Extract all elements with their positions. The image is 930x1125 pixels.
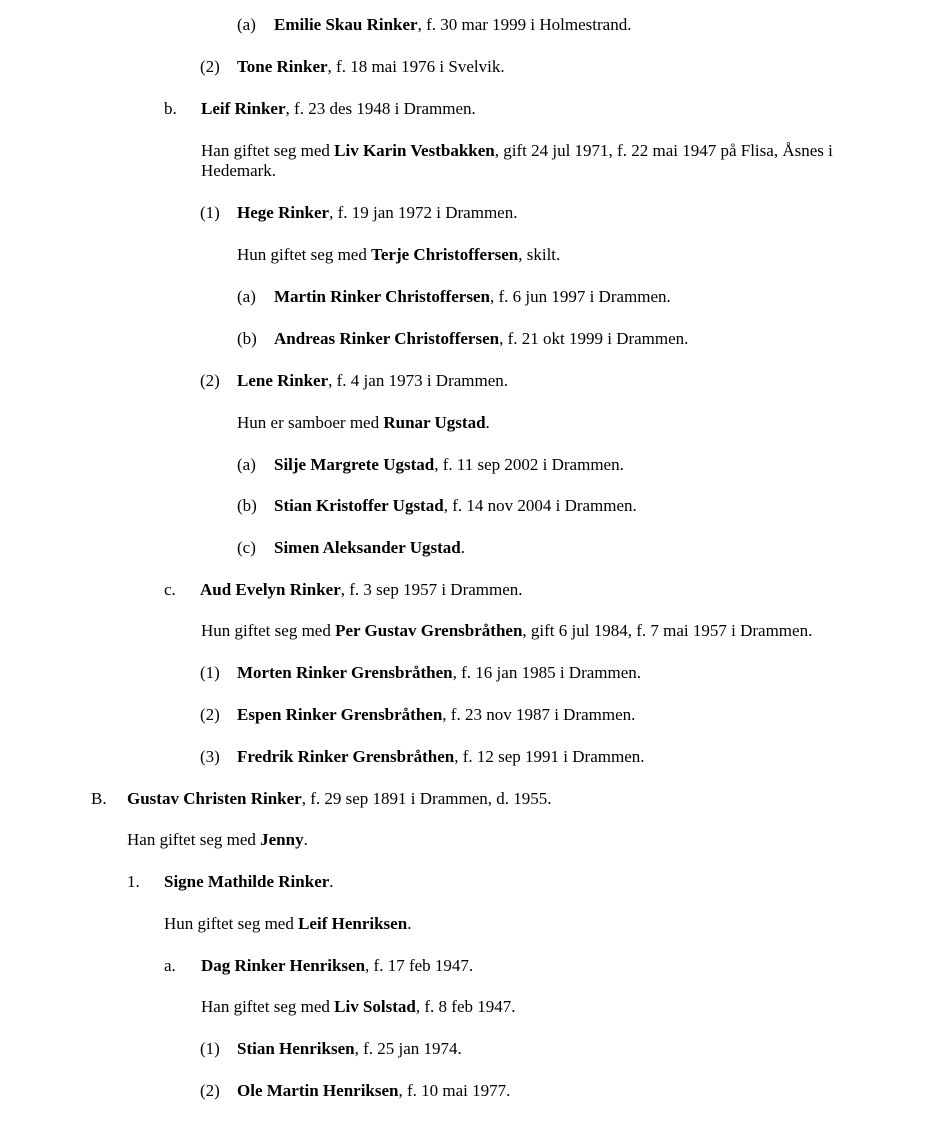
spouse-name: Liv Karin Vestbakken <box>334 141 495 160</box>
person-details: , f. 14 nov 2004 i Drammen. <box>443 496 637 515</box>
person-details: , f. 25 jan 1974. <box>354 1039 462 1058</box>
paragraph-text: Han giftet seg med <box>201 997 335 1016</box>
person-name: Stian Kristoffer Ugstad <box>274 496 444 515</box>
marriage-paragraph <box>201 141 891 181</box>
person-name: Dag Rinker Henriksen <box>201 956 366 975</box>
person-name: Emilie Skau Rinker <box>274 15 418 34</box>
item-label: (2) <box>200 57 220 76</box>
person-name: Hege Rinker <box>237 203 330 222</box>
item-label: c. <box>164 580 176 599</box>
person-details: , f. 29 sep 1891 i Drammen, d. 1955. <box>301 789 552 808</box>
person-details: , f. 23 nov 1987 i Drammen. <box>442 705 636 724</box>
paragraph-text: Hun er samboer med <box>237 413 384 432</box>
spouse-name: Terje Christoffersen <box>371 245 519 264</box>
paragraph-details: , gift 6 jul 1984, f. 7 mai 1957 i Drammen. <box>522 621 813 640</box>
paragraph-text: Hun giftet seg med <box>237 245 372 264</box>
paragraph-text: Han giftet seg med <box>127 830 261 849</box>
marriage-paragraph <box>237 245 560 265</box>
person-details: , f. 16 jan 1985 i Drammen. <box>452 663 642 682</box>
person-name: Stian Henriksen <box>237 1039 355 1058</box>
item-label: (2) <box>200 705 220 724</box>
person-name: Morten Rinker Grensbråthen <box>237 663 453 682</box>
person-name: Aud Evelyn Rinker <box>200 580 341 599</box>
person-details: , f. 17 feb 1947. <box>365 956 474 975</box>
person-name: Silje Margrete Ugstad <box>274 455 435 474</box>
item-label: (b) <box>237 496 257 515</box>
paragraph-details: , f. 8 feb 1947. <box>415 997 516 1016</box>
paragraph-text: Hun giftet seg med <box>164 914 299 933</box>
person-name: Signe Mathilde Rinker <box>164 872 330 891</box>
item-label: B. <box>91 789 107 808</box>
person-details: , f. 12 sep 1991 i Drammen. <box>454 747 645 766</box>
paragraph-details: . <box>485 413 490 432</box>
person-details: , f. 3 sep 1957 i Drammen. <box>340 580 523 599</box>
marriage-paragraph <box>201 997 516 1017</box>
person-name: Ole Martin Henriksen <box>237 1081 399 1100</box>
person-details: , f. 21 okt 1999 i Drammen. <box>499 329 689 348</box>
spouse-name: Jenny <box>260 830 304 849</box>
item-label: (1) <box>200 663 220 682</box>
partner-paragraph <box>237 413 490 433</box>
marriage-paragraph <box>127 830 308 850</box>
spouse-name: Liv Solstad <box>334 997 416 1016</box>
person-name: Fredrik Rinker Grensbråthen <box>237 747 455 766</box>
person-name: Lene Rinker <box>237 371 329 390</box>
spouse-name: Runar Ugstad <box>383 413 486 432</box>
person-name: Leif Rinker <box>201 99 286 118</box>
person-name: Gustav Christen Rinker <box>127 789 302 808</box>
item-label: (1) <box>200 203 220 222</box>
spouse-name: Per Gustav Grensbråthen <box>335 621 523 640</box>
paragraph-details: , gift 24 jul 1971, f. 22 mai 1947 på Flisa, Åsnes i Hedemark. <box>201 141 833 180</box>
person-details: , f. 30 mar 1999 i Holmestrand. <box>417 15 632 34</box>
marriage-paragraph <box>201 621 812 641</box>
item-label: (c) <box>237 538 256 557</box>
marriage-paragraph <box>164 914 411 934</box>
item-label: (b) <box>237 329 257 348</box>
item-label: a. <box>164 956 176 975</box>
item-label: (1) <box>200 1039 220 1058</box>
person-details: , f. 10 mai 1977. <box>398 1081 511 1100</box>
spouse-name: Leif Henriksen <box>298 914 408 933</box>
item-label: 1. <box>127 872 140 891</box>
person-details: . <box>329 872 334 891</box>
person-details: , f. 19 jan 1972 i Drammen. <box>329 203 518 222</box>
person-details: , f. 11 sep 2002 i Drammen. <box>434 455 624 474</box>
paragraph-details: . <box>407 914 412 933</box>
item-label: (2) <box>200 1081 220 1100</box>
paragraph-text: Han giftet seg med <box>201 141 335 160</box>
person-details: , f. 18 mai 1976 i Svelvik. <box>327 57 505 76</box>
person-name: Martin Rinker Christoffersen <box>274 287 490 306</box>
person-name: Andreas Rinker Christoffersen <box>274 329 500 348</box>
person-details: , f. 4 jan 1973 i Drammen. <box>328 371 509 390</box>
item-label: (3) <box>200 747 220 766</box>
paragraph-details: . <box>303 830 308 849</box>
item-label: (a) <box>237 455 256 474</box>
person-name: Tone Rinker <box>237 57 328 76</box>
person-details: , f. 6 jun 1997 i Drammen. <box>489 287 671 306</box>
person-details: . <box>460 538 465 557</box>
paragraph-details: , skilt. <box>518 245 561 264</box>
person-name: Simen Aleksander Ugstad <box>274 538 461 557</box>
item-label: (a) <box>237 287 256 306</box>
person-name: Espen Rinker Grensbråthen <box>237 705 443 724</box>
item-label: (a) <box>237 15 256 34</box>
person-details: , f. 23 des 1948 i Drammen. <box>285 99 476 118</box>
paragraph-text: Hun giftet seg med <box>201 621 336 640</box>
item-label: (2) <box>200 371 220 390</box>
item-label: b. <box>164 99 177 118</box>
